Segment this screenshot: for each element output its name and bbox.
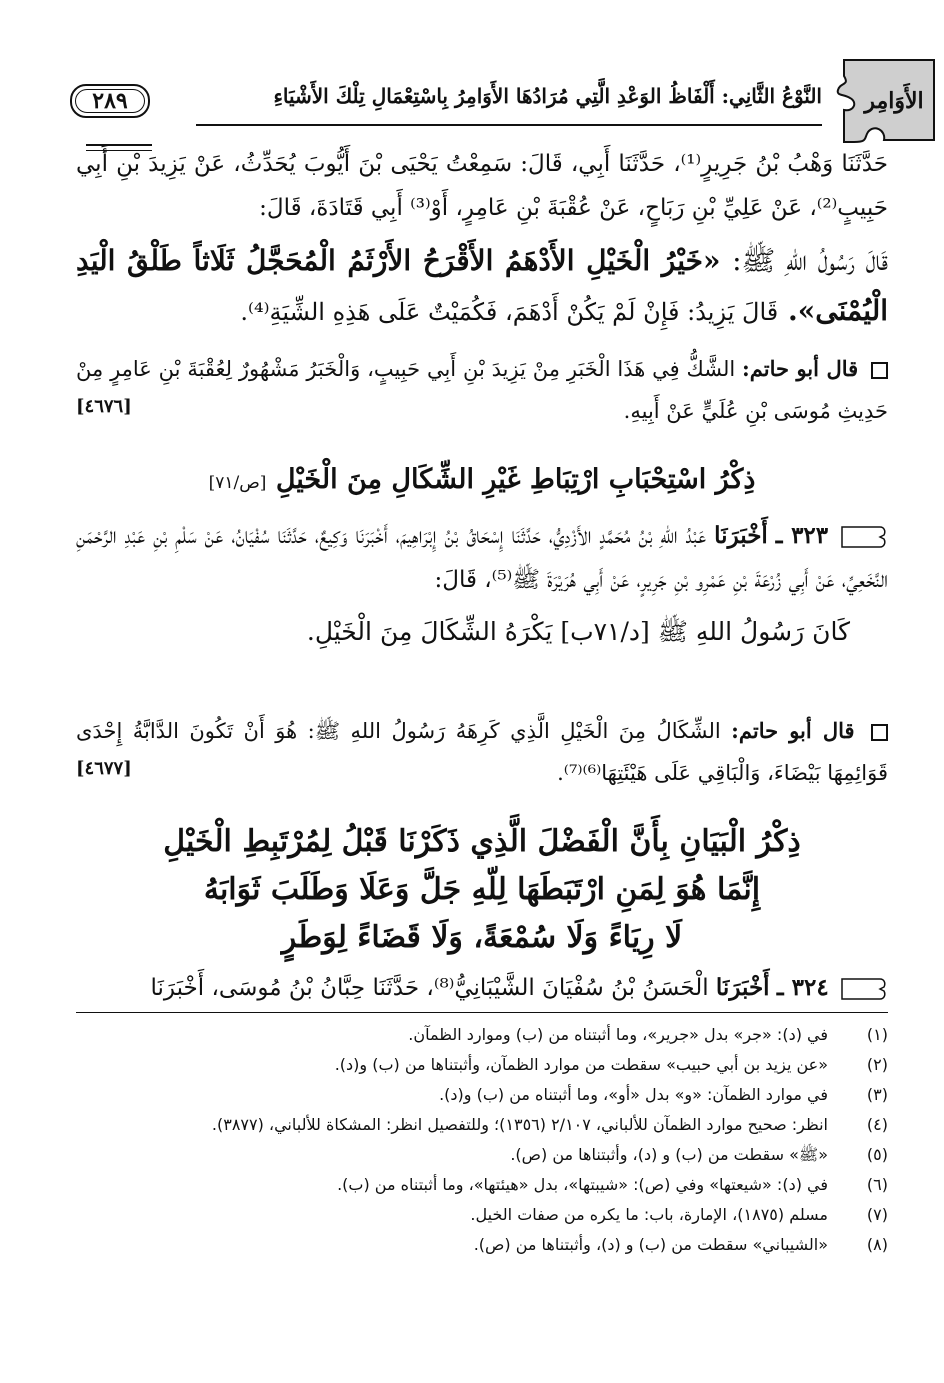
- hadith-324-number: ٣٢٤ ـ: [776, 974, 829, 1001]
- note-1-text: الشَّكُّ فِي هَذَا الْخَبَرِ مِنْ يَزِيدَ بْنِ أَبِي حَبِيبٍ، وَالْخَبَرُ مَشْهُورٌ لِعُقْبَةَ بْنِ عَامِرٍ مِنْ حَدِيثِ مُوسَى بْنِ عُلَيٍّ عَنْ أَبِيهِ.: [76, 357, 888, 423]
- page-number: ٢٨٩: [70, 84, 150, 118]
- hadith-323-matn: كَانَ رَسُولُ اللهِ ﷺ [د/٧١ب] يَكْرَهُ الشِّكَالَ مِنَ الْخَيْلِ.: [306, 617, 850, 646]
- square-bullet-icon: [871, 724, 888, 741]
- section-1-title: ذِكْرُ اسْتِحْبَابِ ارْتِبَاطِ غَيْرِ الشِّكَالِ مِنَ الْخَيْلِ: [275, 464, 756, 495]
- hadith-324-isnad: الْحَسَنُ بْنُ سُفْيَانَ الشَّيْبَانِيُّ⁽⁸⁾، حَدَّثَنَا حِبَّانُ بْنُ مُوسَى، أَخْبَرَنَا: [150, 975, 709, 1001]
- intro-text: حَدَّثَنَا وَهْبُ بْنُ جَرِيرٍ⁽¹⁾، حَدَّثَنَا أَبِي، قَالَ: سَمِعْتُ يَحْيَى بْنَ أَيُّوبَ يُحَدِّثُ، عَنْ يَزِيدَ بْنِ أَبِي حَبِيبٍ⁽²⁾، عَنْ عَلِيِّ بْنِ رَبَاحٍ، عَنْ عُقْبَةَ بْنِ عَامِرٍ، أَوْ⁽³⁾ أَبِي قَتَادَةَ، قَالَ:: [76, 151, 889, 221]
- intro-paragraph: [76, 142, 888, 230]
- hadith-324: [76, 966, 888, 1010]
- footnote-item: (٣) في موارد الظمآن: «و» بدل «أو»، وما أثبتناه من (ب) و(د).: [439, 1085, 888, 1104]
- hadith-1-lead: قَالَ رَسُولُ اللهِ ﷺ:: [732, 244, 888, 277]
- note-1-speaker: قال أبو حاتم:: [742, 356, 859, 381]
- section-title-1: [76, 464, 888, 495]
- footnote-item: (٢) «عن يزيد بن أبي حبيب» سقطت من موارد الظمآن، وأثبتناها من (ب) و(د).: [334, 1055, 888, 1074]
- footnotes: [76, 1020, 888, 1260]
- header-rule: [196, 124, 822, 126]
- header-title: النَّوْعُ الثَّانِي: أَلْفَاظُ الوَعْدِ الَّتِي مُرَادُهَا الأَوَامِرُ بِاسْتِعْمَالِ تِلْكَ الأَشْيَاءِ: [273, 84, 822, 108]
- puzzle-corner-ornament: [824, 50, 944, 150]
- section-2-line-1: ذِكْرُ الْبَيَانِ بِأَنَّ الْفَضْلَ الَّذِي ذَكَرْنَا قَبْلُ لِمُرْتَبِطِ الْخَيْلِ: [163, 824, 801, 859]
- note-1-ref: [٤٦٧٦]: [76, 396, 132, 417]
- note-2-ref: [٤٦٧٧]: [76, 758, 132, 779]
- footnote-item: (٦) في (د): «شيعتها» وفي (ص): «شيبتها»، بدل «هيئتها»، وما أثبتناه من (ب).: [337, 1175, 888, 1194]
- running-header: [60, 50, 924, 130]
- note-2-text: الشِّكَالُ مِنَ الْخَيْلِ الَّذِي كَرِهَهُ رَسُولُ اللهِ ﷺ: هُوَ أَنْ تَكُونَ الدَّابَّةُ إِحْدَى قَوَائِمِهَا بَيْضَاءَ، وَالْبَاقِي عَلَى هَيْئَتِهَا⁽⁶⁾⁽⁷⁾.: [76, 719, 888, 785]
- square-bullet-icon: [871, 362, 888, 379]
- section-2-line-2: إِنَّمَا هُوَ لِمَنِ ارْتَبَطَهَا لِلّهِ جَلَّ وَعَلَا وَطَلَبَ ثَوَابَهُ: [203, 872, 761, 907]
- hadith-323: [76, 514, 888, 654]
- section-1-page-ref: [ص/٧١]: [208, 473, 267, 493]
- hadith-323-akhbarana: أَخْبَرَنَا: [714, 522, 768, 549]
- footnote-item: (٨) «الشيباني» سقطت من (ب) و (د)، وأثبتناها من (ص).: [473, 1235, 888, 1254]
- section-2-line-3: لَا رِيَاءً وَلَا سُمْعَةً، وَلَا قَضَاءً لِوَطَرٍ: [281, 920, 683, 955]
- hadith-324-akhbarana: أَخْبَرَنَا: [715, 974, 770, 1001]
- hadith-1-tail: قَالَ يَزِيدُ: فَإِنْ لَمْ يَكُنْ أَدْهَمَ، فَكُمَيْتٌ عَلَى هَذِهِ الشِّيَةِ⁽⁴⁾.: [240, 298, 779, 326]
- hadith-number-badge-icon: [840, 975, 888, 1003]
- abu-hatim-note-2: [76, 710, 888, 794]
- hadith-number-badge-icon: [840, 523, 888, 551]
- hadith-323-number: ٣٢٣ ـ: [775, 522, 829, 549]
- hadith-1-text: «خَيْرُ الْخَيْلِ الأَدْهَمُ الأَقْرَحُ الأَرْثَمُ الْمُحَجَّلُ ثَلَاثاً طَلْقُ الْيَدِ الْيُمْنَى».: [76, 244, 888, 327]
- footnote-item: (٧) مسلم (١٨٧٥)، الإمارة، باب: ما يكره من صفات الخيل.: [470, 1205, 888, 1224]
- hadith-matn-1: [76, 236, 888, 337]
- footnote-item: (١) في (د): «جر» بدل «جرير»، وما أثبتناه من (ب) وموارد الظمآن.: [408, 1025, 888, 1044]
- note-2-speaker: قال أبو حاتم:: [731, 718, 855, 743]
- footnote-item: (٥) «ﷺ» سقطت من (ب) و (د)، وأثبتناها من (ص).: [510, 1145, 888, 1164]
- abu-hatim-note-1: [76, 348, 888, 432]
- footnote-rule: [76, 1012, 888, 1013]
- hadith-323-isnad: عَبْدُ اللهِ بْنُ مُحَمَّدٍ الأَزْدِيُّ، حَدَّثَنَا إِسْحَاقُ بْنُ إِبْرَاهِيمَ، أَخْبَرَنَا وَكِيعٌ، حَدَّثَنَا سُفْيَانُ، عَنْ سَلْمِ بْنِ عَبْدِ الرَّحْمَنِ النَّخَعِيِّ، عَنْ أَبِي زُرْعَةَ بْنِ عَمْرِو بْنِ جَرِيرٍ، عَنْ أَبِي هُرَيْرَةَ ﷺ⁽⁵⁾، قَالَ:: [76, 523, 888, 593]
- footnote-item: (٤) انظر: صحيح موارد الظمآن للألباني، ٢/١٠٧ (١٣٥٦)؛ وللتفصيل انظر: المشكاة للألباني، (٣٨٧٧).: [211, 1115, 888, 1134]
- section-title-2: [76, 818, 888, 962]
- corner-label: الأَوَامِر: [864, 88, 924, 114]
